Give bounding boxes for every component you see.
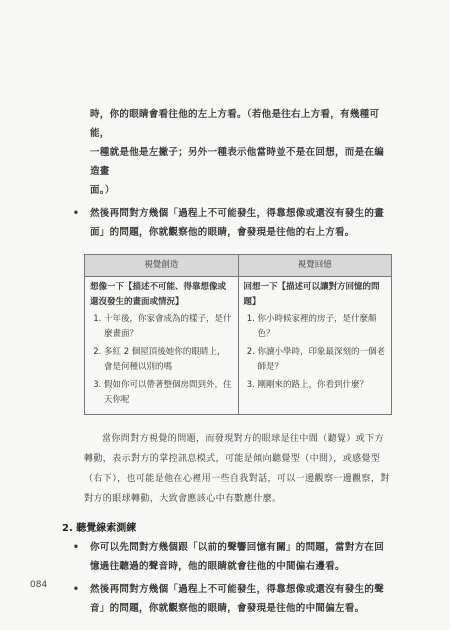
list-item: 1. 十年後，你家會成為的樣子，是什麼畫面？	[104, 312, 233, 342]
bullet-text: 你可以先問對方幾個跟「以前的聲響回憶有關」的問題，當對方在回憶過往聽過的聲音時，他的眼睛就會往他的中間偏右邊看。	[90, 542, 385, 572]
section-title: 2. 聽覺線索測練	[62, 523, 137, 534]
list-item: 2. 你讀小學時，印象最深刻的一個老師是？	[258, 345, 387, 375]
page-number: 084	[30, 580, 48, 590]
list-item: 3. 假如你可以帶著整個房間到外，住 天你呢	[104, 378, 233, 408]
bullet-auditory-recall	[62, 538, 392, 576]
list-item: 3. 剛剛來的路上，你看到什麼？	[258, 378, 387, 393]
table-header-right: 視覺回憶	[238, 255, 392, 277]
table-header-left: 視覺創造	[85, 255, 239, 277]
continued-line-3: 面。）	[90, 185, 115, 196]
right-list	[244, 312, 387, 393]
list-item: 1. 你小時候家裡的房子，是什麼顏色？	[258, 312, 387, 342]
continued-line-2: 一種就是他是左撇子；另外一種表示他當時並不是在回想，而是在編造畫	[90, 147, 385, 177]
bullet-text: 然後再問對方幾個「過程上不可能發生，得靠想像或還沒有發生的畫面」的問題，你就觀察他的眼睛，會發現是往他的右上方看。	[90, 208, 385, 238]
bullet-icon: •	[72, 542, 80, 553]
list-item: 2. 多紅 2 個屋頂後她你的眼睛上，會是何種以別的嗎	[104, 345, 233, 375]
bullet-icon: •	[72, 584, 80, 595]
right-subtitle: 回想一下【描述可以讓對方回憶的問題】	[243, 282, 380, 307]
table-cell-right	[238, 277, 392, 415]
continued-line-1: 時，你的眼睛會看往他的左上方看。（若他是往右上方看，有幾種可能，	[90, 109, 380, 139]
left-subtitle: 想像一下【描述不可能、得靠想像或還沒發生的畫面或情況】	[90, 282, 227, 307]
bullet-auditory-construct	[62, 580, 392, 618]
body-paragraph: 當你問對方視覺的問題，而發現對方的眼球是往中間（聽覺）或下方轉動，表示對方的掌控訊息模式，可能是傾向聽覺型（中間），或感覺型（右下），也可能是他在心裡用一些自我對話，可以一邊觀察一邊觀察，對對方的眼球轉動，大致會應該心中有數應什麼。	[84, 434, 390, 504]
bullet-visual-construct	[62, 204, 392, 242]
bullet-text: 然後再問對方幾個「過程上不可能發生，得靠想像或還沒有發生的聲音」的問題，你就觀察他的眼睛，會發現是往他的中間偏左看。	[90, 584, 385, 614]
visual-comparison-table	[84, 254, 392, 415]
table-cell-left	[85, 277, 239, 415]
bullet-icon: •	[72, 208, 80, 219]
page-content	[62, 105, 392, 618]
left-list	[90, 312, 233, 408]
